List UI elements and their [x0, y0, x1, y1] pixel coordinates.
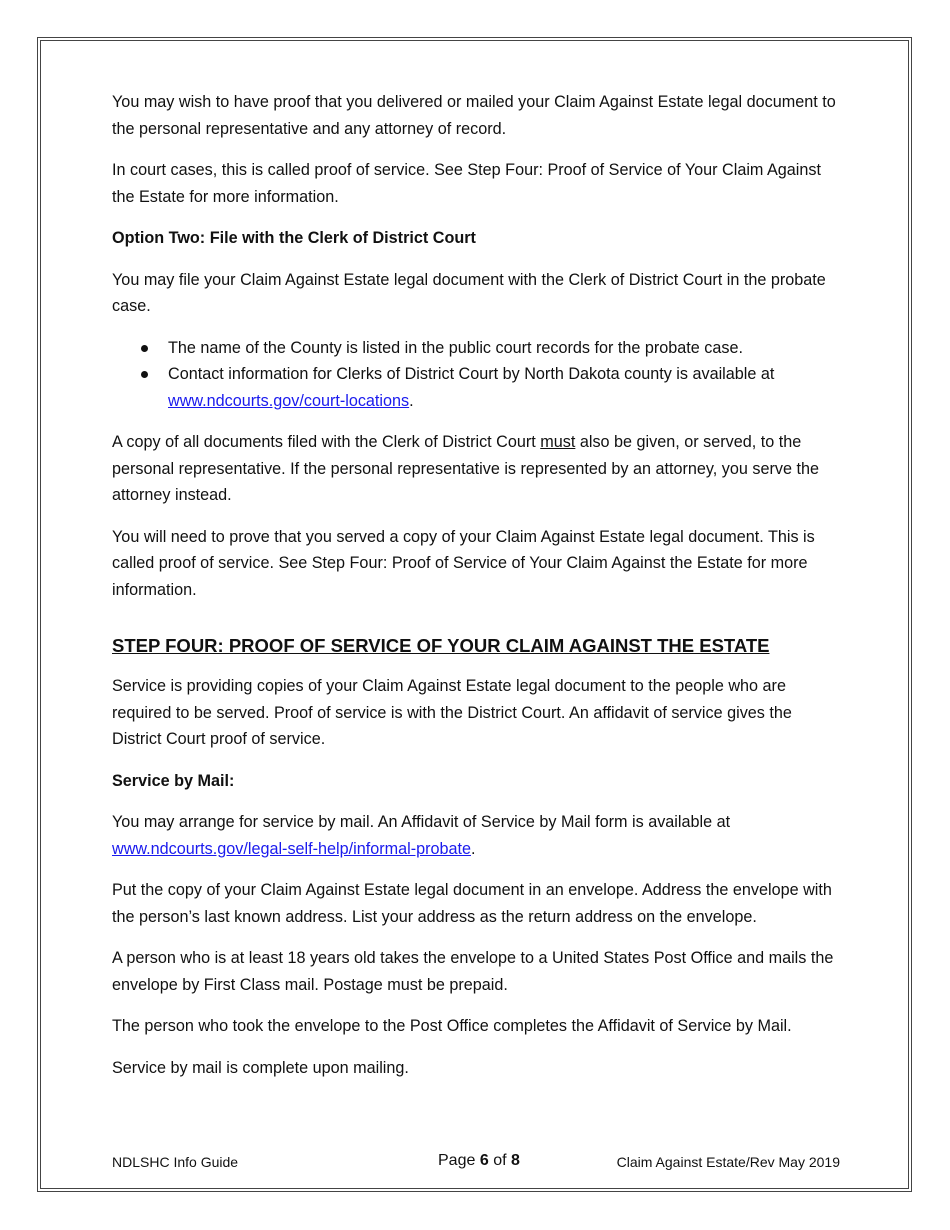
- list-item: Contact information for Clerks of District Court by North Dakota county is available at www.ndcourts.gov/court-locations.: [168, 361, 842, 414]
- list-item: The name of the County is listed in the public court records for the probate case.: [168, 335, 842, 362]
- footer-revision: Claim Against Estate/Rev May 2019: [616, 1154, 840, 1170]
- paragraph-file-with-clerk: You may file your Claim Against Estate legal document with the Clerk of District Court in the probate case.: [112, 270, 826, 315]
- court-locations-link[interactable]: www.ndcourts.gov/court-locations: [168, 391, 410, 410]
- paragraph-post-office: A person who is at least 18 years old takes the envelope to a United States Post Office and mails the envelope by First Class mail. Postage must be prepaid.: [112, 949, 834, 994]
- page-footer: [112, 1152, 840, 1174]
- paragraph-complete: Service by mail is complete upon mailing.: [112, 1058, 409, 1077]
- step-four-heading: STEP FOUR: PROOF OF SERVICE OF YOUR CLAIM AGAINST THE ESTATE: [112, 635, 770, 656]
- paragraph-prove-service: You will need to prove that you served a copy of your Claim Against Estate legal document. This is called proof of service. See Step Four: Proof of Service of Your Claim Against the Estate for more information.: [112, 527, 815, 599]
- footer-page-number: Page 6 of 8: [438, 1152, 520, 1169]
- emphasis-must: must: [540, 433, 576, 451]
- option-two-heading: Option Two: File with the Clerk of District Court: [112, 229, 476, 247]
- paragraph-affidavit: The person who took the envelope to the Post Office completes the Affidavit of Service by Mail.: [112, 1017, 792, 1035]
- informal-probate-link[interactable]: www.ndcourts.gov/legal-self-help/informal-probate: [112, 839, 471, 858]
- service-by-mail-heading: Service by Mail:: [112, 771, 235, 790]
- paragraph-copy-served: A copy of all documents filed with the Clerk of District Court must also be given, or served, to the personal representative. If the personal representative is represented by an attorney, you serve the attorney instead.: [112, 433, 819, 504]
- paragraph-envelope: Put the copy of your Claim Against Estate legal document in an envelope. Address the envelope with the person’s last known address. List your address as the return address on the envelope.: [112, 881, 832, 926]
- paragraph-proof-delivery: You may wish to have proof that you delivered or mailed your Claim Against Estate legal document to the personal representative and any attorney of record.: [112, 93, 836, 138]
- clerk-info-list: [112, 335, 842, 415]
- footer-guide-name: NDLSHC Info Guide: [112, 1154, 239, 1170]
- paragraph-service-definition: Service is providing copies of your Claim Against Estate legal document to the people who are required to be served. Proof of service is with the District Court. An affidavit of service gives the District Court proof of service.: [112, 677, 792, 748]
- paragraph-proof-of-service: In court cases, this is called proof of service. See Step Four: Proof of Service of Your Claim Against the Estate for more information.: [112, 161, 821, 206]
- document-body: [112, 89, 842, 1096]
- paragraph-arrange-mail: You may arrange for service by mail. An Affidavit of Service by Mail form is available at www.ndcourts.gov/legal-self-help/informal-probate.: [112, 813, 731, 858]
